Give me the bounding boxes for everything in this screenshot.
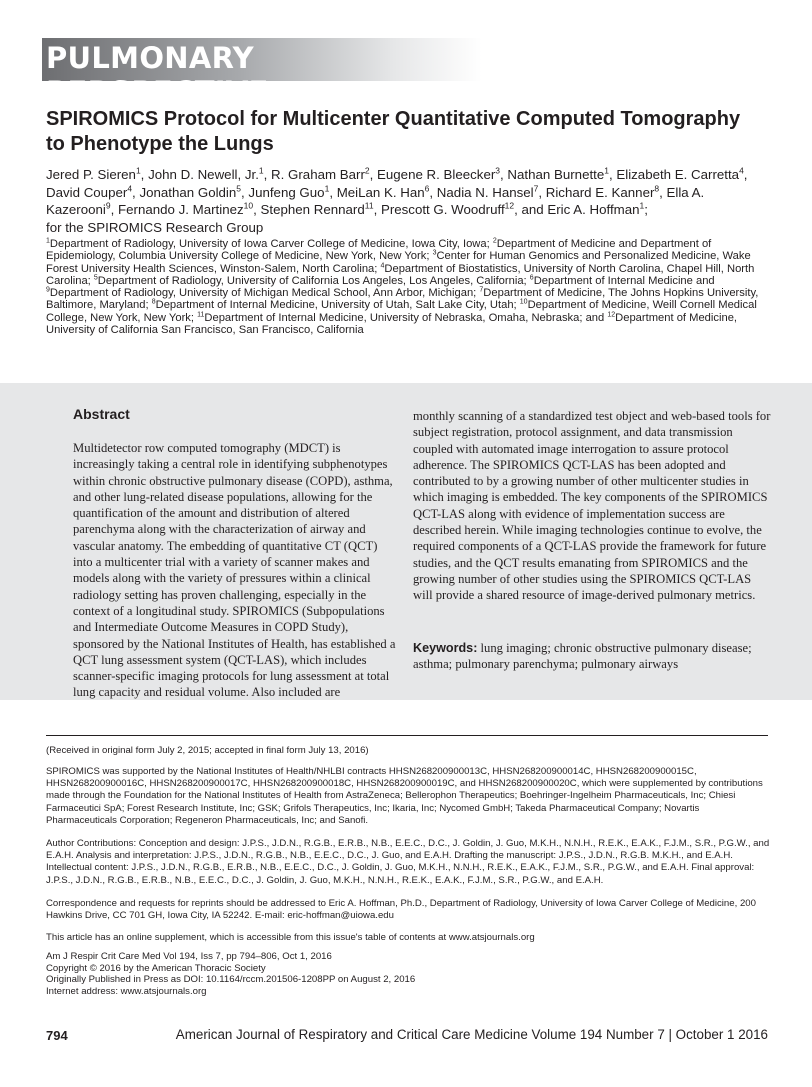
author: Elizabeth E. Carretta — [616, 167, 740, 182]
doi: Originally Published in Press as DOI: 10.1164/rccm.201506-1208PP on August 2, 2016 — [46, 974, 416, 985]
author: and Eric A. Hoffman — [521, 202, 640, 217]
section-banner — [42, 38, 482, 109]
affiliation-mark: 3 — [432, 249, 437, 257]
affiliation: Department of Radiology, University of California Los Angeles, Los Angeles, California; — [97, 274, 530, 287]
author: Nathan Burnette — [507, 167, 605, 182]
affiliation: Department of Biostatistics, University of North Carolina, Chapel Hill, North Carolina; — [46, 262, 755, 287]
affiliation: Center for Human Genomics and Personalized Medicine, Wake Forest University Health Sciences, Winston-Salem, North Carolina; — [46, 250, 751, 275]
author-affiliation-mark: 9 — [105, 200, 111, 211]
author: R. Graham Barr — [271, 167, 365, 182]
affiliation: Department of Medicine, University of California San Francisco, San Francisco, California — [46, 311, 738, 337]
author: Fernando J. Martinez — [118, 202, 244, 217]
affiliation: Department of Medicine and Department of Epidemiology, Columbia University College of Medicine, New York, New York; — [46, 238, 712, 263]
author: Stephen Rennard — [260, 202, 365, 217]
author: MeiLan K. Han — [336, 184, 425, 200]
affiliation-mark: 7 — [479, 286, 484, 294]
keywords-text: lung imaging; chronic obstructive pulmonary disease; asthma; pulmonary parenchyma; pulmonary airways — [413, 641, 752, 672]
author: John D. Newell, Jr. — [148, 167, 259, 182]
author: Nadia N. Hansel — [436, 184, 534, 200]
affiliations — [46, 238, 776, 336]
journal-footer: American Journal of Respiratory and Critical Care Medicine Volume 194 Number 7 | October 1 2016 — [175, 1027, 768, 1042]
received-note: (Received in original form July 2, 2015; accepted in final form July 13, 2016) — [46, 745, 369, 756]
author-affiliation-mark: 11 — [364, 200, 374, 211]
author-affiliation-mark: 1 — [258, 165, 264, 176]
affiliation: Department of Radiology, University of Michigan Medical School, Ann Arbor, Michigan; — [49, 287, 480, 300]
affiliation: Department of Internal Medicine, University of Nebraska, Omaha, Nebraska; and — [204, 311, 608, 324]
author-affiliation-mark: 2 — [364, 165, 370, 176]
correspondence-note: Correspondence and requests for reprints should be addressed to Eric A. Hoffman, Ph.D., Department of Radiology, University of Iowa Carver College of Medicine, 200 Hawkins Drive, CC 701 GH, Iowa City, IA 52242. E-mail: eric-hoffman@uiowa.edu — [46, 898, 756, 922]
author: Jonathan Goldin — [139, 184, 237, 200]
affiliation-mark: 2 — [492, 237, 497, 245]
author: Prescott G. Woodruff — [380, 202, 505, 217]
article-title: SPIROMICS Protocol for Multicenter Quantitative Computed Tomography to Phenotype the Lungs — [46, 108, 741, 155]
author: Eugene R. Bleecker — [377, 167, 496, 182]
page-number: 794 — [46, 1028, 68, 1043]
author-affiliation-mark: 4 — [127, 183, 133, 194]
internet-address: Internet address: www.atsjournals.org — [46, 985, 207, 997]
section-banner-label: PULMONARY PERSPECTIVE — [46, 41, 269, 109]
author: David Couper — [46, 184, 128, 200]
author: Junfeng Guo — [248, 184, 325, 200]
author-affiliation-mark: 3 — [495, 165, 501, 176]
author-affiliation-mark: 1 — [324, 183, 330, 194]
affiliation: Department of Internal Medicine, University of Utah, Salt Lake City, Utah; — [155, 299, 520, 312]
author-affiliation-mark: 1 — [604, 165, 609, 176]
author: Jered P. Sieren — [46, 167, 136, 182]
affiliation: Department of Radiology, University of Iowa Carver College of Medicine, Iowa City, Iowa; — [49, 238, 493, 250]
author: Richard E. Kanner — [545, 184, 655, 200]
abstract-text-right: monthly scanning of a standardized test object and web-based tools for subject registration, protocol assignment, and data transmission coupled with automated image interrogation to assure protocol adherence. The SPIROMICS QCT-LAS has been adopted and contributed to by a growing number of other multicenter studies in which imaging is embedded. The key components of the SPIROMICS QCT-LAS along with evidence of implementation success are described herein. While imaging technologies continue to evolve, the required components of a QCT-LAS provide the framework for future studies, and the QCT results emanating from SPIROMICS and the growing number of other studies using the SPIROMICS QCT-LAS will provide a shared resource of image-derived pulmonary metrics. — [413, 409, 771, 603]
author-affiliation-mark: 1 — [135, 165, 141, 176]
affiliation-mark: 9 — [46, 286, 50, 294]
author-affiliation-mark: 10 — [243, 200, 254, 211]
author-affiliation-mark: 12 — [504, 200, 515, 211]
affiliation-mark: 10 — [519, 298, 528, 306]
copyright: Copyright © 2016 by the American Thoracic Society — [46, 962, 266, 974]
keywords — [413, 640, 773, 673]
affiliation: Department of Internal Medicine and — [533, 274, 715, 287]
citation-block — [46, 951, 771, 997]
supplement-note: This article has an online supplement, which is accessible from this issue's table of contents at www.atsjournals.org — [46, 932, 535, 943]
author-list: Jered P. Sieren$^1$, John D. Newell, Jr.$^1$, R. Graham Barr$^2$, Eugene R. Bleecker$^3$, Nathan Burnette$^1$, Elizabeth E. Carretta$^4$, David Couper$^4$, Jonathan Goldin$^5$, Junfeng Guo$^1$, MeiLan K. Han$^6$, Nadia N. Hansel$^7$, Richard E. Kanner$^8$, Ella A. Kazerooni$^9$, Fernando J. Martinez$^{10}$, Stephen Rennard$^{11}$, Prescott G. Woodruff$^{12}$, and Eric A. Hoffman$^1$; for the SPIROMICS Research Group — [46, 165, 748, 235]
keywords-label: Keywords: — [413, 641, 478, 655]
author-contributions: Author Contributions: Conception and design: J.P.S., J.D.N., R.G.B., E.R.B., N.B., E.E.C., D.C., J. Goldin, J. Guo, M.K.H., N.N.H., R.E.K., E.A.K., F.J.M., S.R., P.G.W., and E.A.H. Analysis and interpretation: J.P.S., J.D.N., R.G.B., N.B., E.E.C., D.C., J. Guo, and E.A.H. Drafting the manuscript: J.P.S., J.D.N., R.G.B. M.K.H., and E.A.H. Intellectual content: J.P.S., J.D.N., R.G.B., E.R.B., N.B., E.E.C., D.C., J. Goldin, J. Guo, M.K.H., N.N.H., R.E.K., E.A.K., F.J.M., S.R., P.G.W., and E.A.H. Final approval: J.P.S., J.D.N., R.G.B., E.R.B., N.B., E.E.C., D.C., J. Goldin, J. Guo, M.K.H., N.N.H., R.E.K., E.A.K., F.J.M., S.R., P.G.W., and E.A.H. — [46, 838, 770, 886]
abstract-heading: Abstract — [73, 406, 130, 422]
author-affiliation-mark: 6 — [424, 183, 430, 194]
citation: Am J Respir Crit Care Med Vol 194, Iss 7, pp 794–806, Oct 1, 2016 — [46, 951, 332, 962]
author: Ella A. Kazerooni — [46, 184, 705, 217]
author-affiliation-mark: 7 — [533, 183, 539, 194]
author-affiliation-mark: 8 — [654, 183, 660, 194]
affiliation-mark: 11 — [197, 311, 205, 319]
affiliation-mark: 12 — [607, 311, 616, 319]
divider — [46, 735, 768, 736]
affiliation-mark: 1 — [46, 237, 50, 245]
author-group: for the SPIROMICS Research Group — [46, 219, 264, 235]
support-note: SPIROMICS was supported by the National Institutes of Health/NHLBI contracts HHSN268200900013C, HHSN268200900014C, HHSN268200900015C, HHSN268200900016C, HHSN268200900017C, HHSN268200900018C, HHSN268200900019C, and HHSN268200900020C, which were supplemented by contributions made through the Foundation for the National Institutes of Health from AstraZeneca; Bellerophon Therapeutics; Boehringer-Ingelheim Pharmaceuticals, Inc; Chiesi Farmaceutici SpA; Forest Research Institute, Inc; GSK; Grifols Therapeutics, Inc; Ikaria, Inc; Nycomed GmbH; Takeda Pharmaceutical Company; Novartis Pharmaceuticals Corporation; Regeneron Pharmaceuticals, Inc; and Sanofi. — [46, 766, 763, 826]
author-affiliation-mark: 1 — [639, 200, 645, 211]
affiliation-mark: 5 — [93, 274, 98, 282]
abstract-text-left: Multidetector row computed tomography (MDCT) is increasingly taking a central role in identifying subphenotypes within chronic obstructive pulmonary disease (COPD), asthma, and other lung-related disease populations, allowing for the quantification of the amount and distribution of altered parenchyma along with the characterization of airway and vascular anatomy. The embedding of quantitative CT (QCT) into a multicenter trial with a variety of scanner makes and models along with the variety of pressures within a clinical radiology setting has proven challenging, especially in the context of a longitudinal study. SPIROMICS (Subpopulations and Intermediate Outcome Measures in COPD Study), sponsored by the National Institutes of Health, has established a QCT lung assessment system (QCT-LAS), which includes scanner-specific imaging protocols for lung assessment at total lung capacity and residual volume. Also included are — [73, 441, 396, 700]
affiliation-mark: 4 — [380, 261, 385, 269]
author-affiliation-mark: 5 — [236, 183, 242, 194]
author-affiliation-mark: 4 — [739, 165, 744, 176]
affiliation: Department of Medicine, The Johns Hopkins University, Baltimore, Maryland; — [46, 287, 759, 312]
affiliation: Department of Medicine, Weill Cornell Medical College, New York, New York; — [46, 299, 757, 324]
affiliation-mark: 8 — [151, 298, 156, 306]
affiliation-mark: 6 — [529, 274, 534, 282]
